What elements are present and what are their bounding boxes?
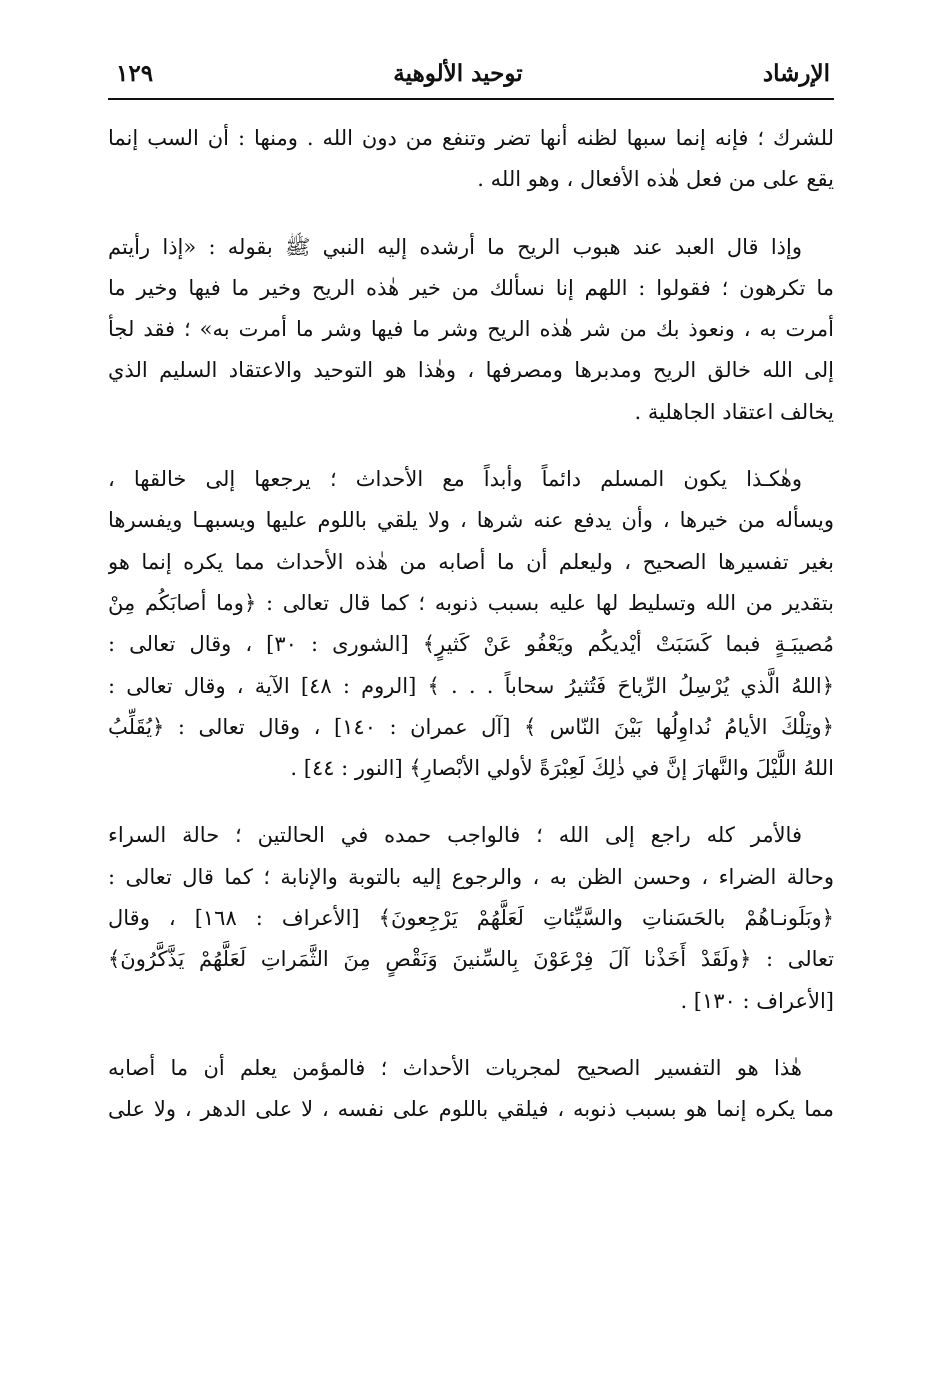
paragraph-1 <box>108 118 834 201</box>
text-line: مما يكره إنما هو بسبب ذنوبه ، فيلقي باللوم على نفسه ، لا على الدهر ، ولا على <box>108 1097 834 1122</box>
text-line: وحالة الضراء ، وحسن الظن به ، والرجوع إليه بالتوبة والإنابة ؛ كما قال تعالى : <box>108 864 834 889</box>
text-line: للشرك ؛ فإنه إنما سبها لظنه أنها تضر وتنفع من دون الله . ومنها : أن السب إنما <box>108 126 834 150</box>
quran-verse-line: مُصيبَـةٍ فبما كَسَبَتْ أيْديكُم ويَعْفُو عَنْ كَثيرٍ﴾ [الشورى : ٣٠] ، وقال تعالى : <box>108 632 834 657</box>
header-rule <box>108 98 834 100</box>
paragraph-3 <box>108 459 834 789</box>
paragraph-5 <box>108 1048 834 1131</box>
paragraph-2 <box>108 227 834 433</box>
running-header <box>108 60 834 96</box>
text-line: وهٰكـذا يكون المسلم دائماً وأبداً مع الأحداث ؛ يرجعها إلى خالقها ، <box>108 467 802 492</box>
text-line: ما تكرهون ؛ فقولوا : اللهم إنا نسألك من خير هٰذه الريح وخير ما فيها وخير ما <box>108 275 834 300</box>
book-page <box>108 60 834 1157</box>
text-line: إلى الله خالق الريح ومدبرها ومصرفها ، وهٰذا هو التوحيد والاعتقاد السليم الذي <box>108 358 834 383</box>
text-line: بتقدير من الله وتسليط لها عليه بسبب ذنوبه ؛ كما قال تعالى : ﴿وما أصابَكُم مِنْ <box>108 590 834 615</box>
text-line: فالأمر كله راجع إلى الله ؛ فالواجب حمده في الحالتين ؛ حالة السراء <box>108 823 802 848</box>
quran-verse-line: ﴿وبَلَونـاهُمْ بالحَسَناتِ والسَّيِّئاتِ لَعَلَّهُمْ يَرْجِعونَ﴾ [الأعراف : ١٦٨] ، وقال <box>108 906 834 931</box>
text-line: هٰذا هو التفسير الصحيح لمجريات الأحداث ؛ فالمؤمن يعلم أن ما أصابه <box>108 1055 802 1080</box>
verse-citation-line: [الأعراف : ١٣٠] . <box>680 988 834 1013</box>
quran-verse-line: ﴿اللهُ الَّذي يُرْسِلُ الرِّياحَ فَتُثيرُ سحاباً . . . ﴾ [الروم : ٤٨] الآية ، وقال تعالى : <box>108 673 834 698</box>
quran-verse-line: ﴿وتِلْكَ الأيامُ نُداوِلُها بَيْنَ النّاس ﴾ [آل عمران : ١٤٠] ، وقال تعالى : ﴿يُقَلِّبُ <box>108 714 834 739</box>
chapter-title: توحيد الألوهية <box>393 60 523 87</box>
quran-verse-line: تعالى : ﴿ولَقَدْ أَخَذْنا آلَ فِرْعَوْنَ بِالسِّنينَ وَنَقْصٍ مِنَ الثَّمَراتِ لَعَلَّهُمْ يَذَّكَّرُونَ﴾ <box>108 947 834 972</box>
quran-verse-line: اللهُ اللَّيْلَ والنَّهارَ إنَّ في ذٰلِكَ لَعِبْرَةً لأولي الأبْصارِ﴾ [النور : ٤٤] . <box>290 756 834 781</box>
book-title: الإرشاد <box>762 60 830 87</box>
text-line: وإذا قال العبد عند هبوب الريح ما أرشده إليه النبي ﷺ بقوله : «إذا رأيتم <box>108 234 802 259</box>
text-line: أمرت به ، ونعوذ بك من شر هٰذه الريح وشر ما فيها وشر ما أمرت به» ؛ فقد لجأ <box>108 317 834 342</box>
text-line: يقع على من فعل هٰذه الأفعال ، وهو الله . <box>477 167 834 192</box>
text-line: يخالف اعتقاد الجاهلية . <box>634 399 834 424</box>
paragraph-4 <box>108 815 834 1021</box>
text-line: بغير تفسيرها الصحيح ، وليعلم أن ما أصابه من هٰذه الأحداث مما يكره إنما هو <box>108 549 834 574</box>
text-line: ويسأله من خيرها ، وأن يدفع عنه شرها ، ولا يلقي باللوم عليها ويسبهـا ويفسرها <box>108 508 834 533</box>
page-number: ١٢٩ <box>116 60 154 87</box>
